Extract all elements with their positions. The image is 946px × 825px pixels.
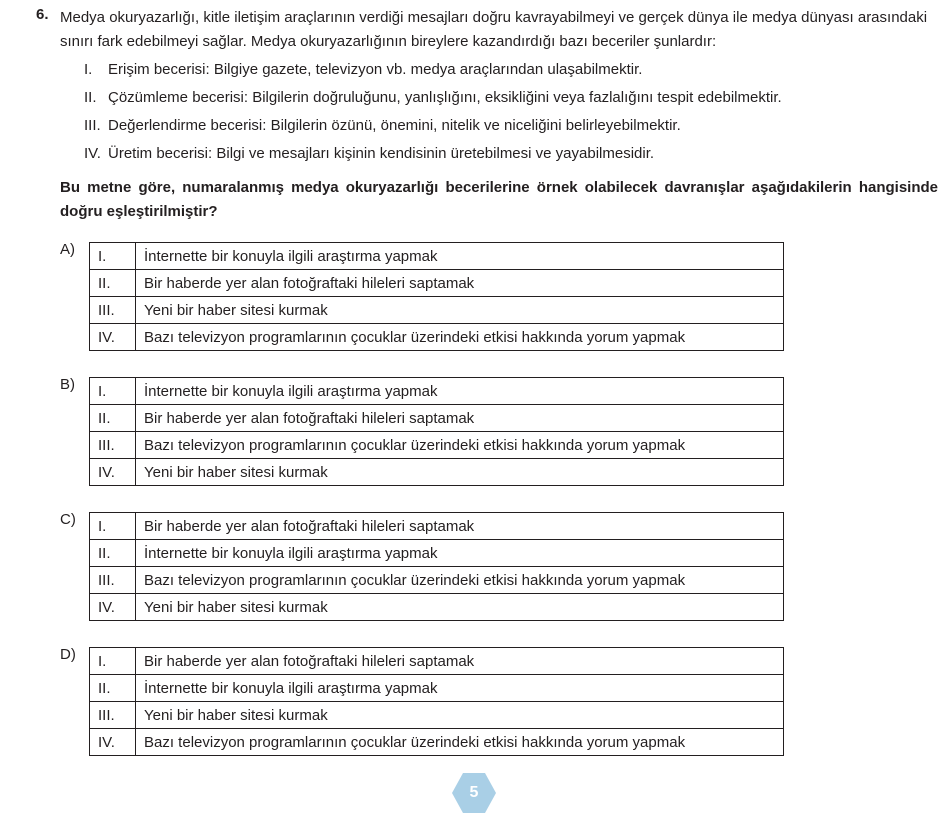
option-c-letter[interactable]: C)	[60, 511, 76, 528]
page-number: 5	[469, 784, 479, 801]
table-row	[90, 513, 784, 540]
row-text: İnternette bir konuyla ilgili araştırma yapmak	[136, 675, 784, 702]
table-row	[90, 729, 784, 756]
option-b-table[interactable]	[89, 377, 784, 486]
row-text: Yeni bir haber sitesi kurmak	[136, 594, 784, 621]
table-row	[90, 324, 784, 351]
table-row	[90, 405, 784, 432]
table-row	[90, 594, 784, 621]
table-row	[90, 702, 784, 729]
skill-text: Üretim becerisi: Bilgi ve mesajları kişinin kendisinin üretebilmesi ve yayabilmesidir.	[108, 145, 655, 162]
row-text: Bazı televizyon programlarının çocuklar üzerindeki etkisi hakkında yorum yapmak	[136, 324, 784, 351]
row-roman: IV.	[90, 729, 136, 756]
skill-item	[84, 144, 654, 164]
row-text: Bir haberde yer alan fotoğraftaki hileleri saptamak	[136, 405, 784, 432]
row-roman: IV.	[90, 594, 136, 621]
option-a-letter[interactable]: A)	[60, 241, 75, 258]
row-text: İnternette bir konuyla ilgili araştırma yapmak	[136, 243, 784, 270]
option-b-letter[interactable]: B)	[60, 376, 75, 393]
table-row	[90, 297, 784, 324]
skill-item	[84, 116, 681, 136]
table-row	[90, 243, 784, 270]
skill-roman: III.	[84, 117, 101, 134]
option-d-table[interactable]	[89, 647, 784, 756]
row-roman: I.	[90, 513, 136, 540]
table-row	[90, 675, 784, 702]
row-text: İnternette bir konuyla ilgili araştırma yapmak	[136, 540, 784, 567]
row-roman: II.	[90, 270, 136, 297]
question-stem: Medya okuryazarlığı, kitle iletişim araçlarının verdiği mesajları doğru kavrayabilmeyi ve gerçek dünya ile medya dünyası arasındaki sınırı fark edebilmeyi sağlar. Medya okuryazarlığının bireylere kazandırdığı bazı beceriler şunlardır:	[60, 9, 928, 50]
option-a-table[interactable]	[89, 242, 784, 351]
skill-text: Çözümleme becerisi: Bilgilerin doğruluğunu, yanlışlığını, eksikliğini veya fazlalığını tespit edebilmektir.	[108, 89, 782, 106]
row-roman: IV.	[90, 324, 136, 351]
row-text: Yeni bir haber sitesi kurmak	[136, 702, 784, 729]
skill-item	[84, 88, 782, 108]
question-number: 6.	[36, 6, 49, 23]
row-text: Bir haberde yer alan fotoğraftaki hileleri saptamak	[136, 270, 784, 297]
row-text: Yeni bir haber sitesi kurmak	[136, 459, 784, 486]
row-roman: II.	[90, 675, 136, 702]
row-text: İnternette bir konuyla ilgili araştırma yapmak	[136, 378, 784, 405]
row-roman: I.	[90, 243, 136, 270]
skill-roman: I.	[84, 61, 93, 78]
row-text: Bazı televizyon programlarının çocuklar üzerindeki etkisi hakkında yorum yapmak	[136, 729, 784, 756]
table-row	[90, 270, 784, 297]
skill-roman: II.	[84, 89, 97, 106]
option-c-table[interactable]	[89, 512, 784, 621]
row-roman: III.	[90, 432, 136, 459]
skill-roman: IV.	[84, 145, 101, 162]
row-roman: I.	[90, 648, 136, 675]
page-number-badge	[451, 770, 497, 816]
row-roman: II.	[90, 405, 136, 432]
question-prompt: Bu metne göre, numaralanmış medya okuryazarlığı becerilerine örnek olabilecek davranışlar aşağıdakilerin hangisinde doğru eşleştirilmiştir?	[60, 179, 938, 220]
skill-text: Erişim becerisi: Bilgiye gazete, televizyon vb. medya araçlarından ulaşabilmektir.	[108, 61, 643, 78]
row-text: Bir haberde yer alan fotoğraftaki hileleri saptamak	[136, 648, 784, 675]
table-row	[90, 648, 784, 675]
row-roman: III.	[90, 702, 136, 729]
table-row	[90, 378, 784, 405]
table-row	[90, 567, 784, 594]
skill-text: Değerlendirme becerisi: Bilgilerin özünü, önemini, nitelik ve niceliğini belirleyebilmektir.	[108, 117, 681, 134]
row-text: Bazı televizyon programlarının çocuklar üzerindeki etkisi hakkında yorum yapmak	[136, 432, 784, 459]
table-row	[90, 459, 784, 486]
row-roman: I.	[90, 378, 136, 405]
skill-item	[84, 60, 642, 80]
table-row	[90, 432, 784, 459]
option-d-letter[interactable]: D)	[60, 646, 76, 663]
row-roman: III.	[90, 567, 136, 594]
row-text: Bir haberde yer alan fotoğraftaki hileleri saptamak	[136, 513, 784, 540]
row-roman: III.	[90, 297, 136, 324]
table-row	[90, 540, 784, 567]
row-roman: IV.	[90, 459, 136, 486]
row-roman: II.	[90, 540, 136, 567]
row-text: Yeni bir haber sitesi kurmak	[136, 297, 784, 324]
row-text: Bazı televizyon programlarının çocuklar üzerindeki etkisi hakkında yorum yapmak	[136, 567, 784, 594]
